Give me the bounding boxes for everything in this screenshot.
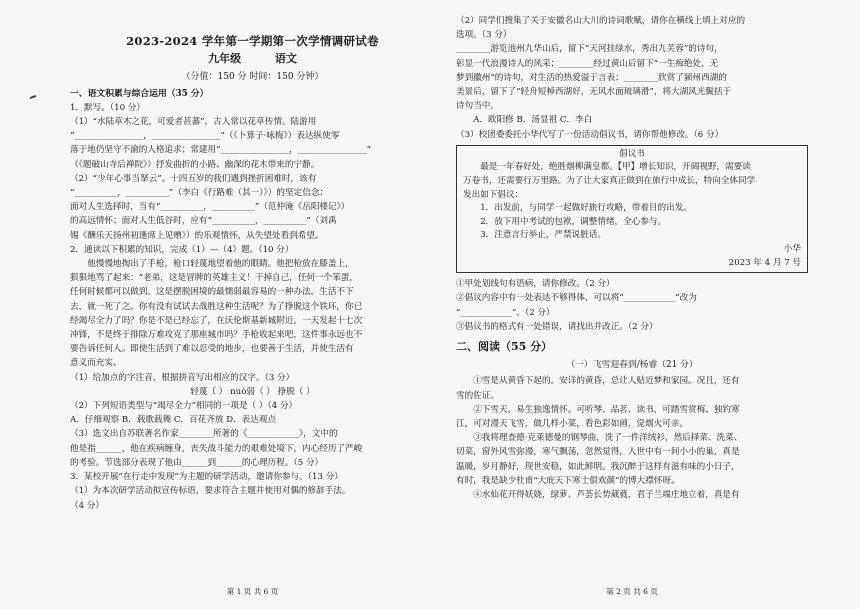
reading-line: ①雪是从黄昏下起的。安详的黄昏，总让人贴近梦和家园。况且，还有 — [473, 376, 740, 387]
text-line: 锡《酬乐天扬州初逢席上见赠》）的乐观情怀，从失望处看到希望。 — [70, 230, 324, 241]
text-line: 落于地仍坚守不渝的人格追求；常建用“________________，________________” — [70, 145, 371, 156]
text-line: （2）“少年心事当拏云”。十四五岁的我们遇到挫折困难时，该有 — [70, 173, 317, 184]
proposal-date: 2023 年 4 月 7 号 — [728, 257, 801, 268]
proposal-line: 3．注意言行举止，严禁说脏话。 — [480, 230, 606, 241]
text-line: ①甲处划线句有语病，请你修改。（2 分） — [456, 279, 615, 290]
reading-line: 雪的佐证。 — [456, 390, 499, 401]
proposal-box — [456, 145, 808, 273]
section-heading-2: 二、阅读（55 分） — [456, 339, 553, 353]
text-line: （《题破山寺后禅院》）抒发曲折的小路、幽深的花木带来的宁静。 — [70, 159, 320, 170]
passage-line: 狠狠地骂了起来：“老弟，这是冒牌的英雄主义！干掉自己，任何一个笨蛋， — [70, 273, 358, 284]
text-line: “________________，________________”（《卜算子·咏梅》）表达纵使零 — [70, 131, 340, 142]
reading-line: 切菜，窗外风雪弥漫，寒气飘荡，忽然觉得，人世中有一间小小的巢，真是 — [456, 447, 740, 458]
text-line: （1）为本次研学活动拟宣传标语，要求符合主题并使用对偶的修辞手法。 — [70, 486, 351, 497]
text-line: （3）校团委委托小华代写了一份活动倡议书，请你帮他修改。（6 分） — [456, 129, 724, 140]
scan-mark — [30, 95, 36, 99]
text-line: ③倡议书的格式有一处错误，请找出并改正。（2 分） — [456, 321, 658, 332]
passage-line: 他慢慢地掏出了手枪，枪口轻蔑地望着他的眼睛。他把枪放在膝盖上， — [87, 259, 354, 270]
text-line: 3．某校开展“在行走中发现”为主题的研学活动，邀请你参与。（13 分） — [70, 472, 343, 483]
proposal-line: 2．放下用中考试的包袱，调整情绪，全心参与。 — [480, 216, 667, 227]
page-footer: 第 1 页 共 6 页 — [226, 586, 279, 596]
text-line: 1．默写。（10 分） — [70, 102, 145, 113]
reading-line: 有时，我是缺少杜甫“大庇天下寒士俱欢颜”的博大襟怀呀。 — [456, 475, 680, 486]
question-block-1 — [70, 101, 435, 513]
text-line: ________游览池州九华山后，留下“天河挂绿水，秀出九芙蓉”的诗句， — [456, 44, 723, 55]
section-heading-1: 一、语文积累与综合运用（35 分） — [70, 88, 209, 99]
text-line: 他是指______，他在疾病缠身，丧失战斗能力的艰难处境下，内心经历了严峻 — [70, 443, 363, 454]
text-line: 诗句当中。 — [456, 101, 499, 112]
page-2 — [456, 0, 808, 609]
reading-line: ②下雪天，易生独逸情怀。可听琴、品茗、读书，可踏雪赏梅、独钓寒 — [473, 404, 740, 415]
text-line: 梦到徽州”的诗句，对生活的热爱溢于言表；________欣赏了颍州西湖的 — [456, 72, 727, 83]
options-line: A．欧阳修 B．汤显祖 C．李白 — [473, 115, 593, 126]
text-line: 的考验。节选部分表现了他由______到______的心理历程。（5 分） — [70, 457, 324, 468]
text-line: 2．通读以下积累的知识，完成（1）—（4）题。（10 分） — [70, 244, 294, 255]
reading-line: 温暖，岁月静好，现世安稳，如此鲜明。我沉醉于这样有滋有味的小日子， — [456, 461, 740, 472]
reading-line: ④水仙花开得妖娆，绿萝、芦荟长势葳蕤，君子兰端庄地立着，真是有 — [473, 490, 740, 501]
text-line: “____________”。（2 分） — [456, 307, 555, 318]
text-line: 轻蔑（ ） nuò弱（ ） 挣脱（ ） — [190, 386, 315, 397]
text-line: 选项。（3 分） — [456, 30, 512, 41]
proposal-line: 最是一年春好处，绝胜烟柳满皇都。【甲】增长知识，开阔视野，需要读 — [480, 162, 751, 173]
text-line: （1）给加点的字注音，根据拼音写出相应的汉字。（3 分） — [70, 372, 295, 383]
reading-line: 江，可对漫天飞雪，做几样小菜，看色彩如画，觉烟火可亲。 — [456, 419, 689, 429]
text-line: （3）选文出自苏联著名作家________所著的《____________》，文中的 — [70, 429, 338, 440]
proposal-title: 倡议书 — [619, 148, 645, 159]
passage-line: 经竭尽全力了吗？你是不是已经忘了，在沃伦斯基新城附近，一天发起十七次 — [70, 315, 363, 326]
exam-subtitle: 九年级 语文 — [208, 52, 297, 66]
passage-line: 任何时候都可以做到。这是摆脱困境的最懦弱最容易的一种办法。生活不下 — [70, 287, 354, 298]
text-line: ②倡议内容中有一处表达不够得体，可以将“____________”改为 — [456, 293, 697, 304]
passage-line: 意义而充实。 — [70, 358, 122, 369]
proposal-line: 1．出发前，与同学一起做好旅行攻略，带着目的出发。 — [480, 203, 692, 214]
proposal-line: 发出如下倡议： — [463, 189, 524, 200]
text-line: 美景后，留下了“轻舟短棹西湖好，无风水面琉璃滑”，将大湖风光鬓括于 — [456, 87, 732, 98]
reading-title: （一）飞雪迎春到/杨睿（21 分） — [566, 360, 698, 371]
text-line: 面对人生选择时，当有“__________，__________”（范仲淹《岳阳楼记》） — [70, 202, 350, 213]
text-line: 彰显一代浪漫诗人的风采；________经过黄山后留下“一生痴绝处，无 — [456, 58, 719, 69]
text-line: A．仔细观察 B．载歌载舞 C．百花齐放 D．表达观点 — [70, 415, 277, 426]
text-line: “__________，__________”（李白《行路难（其一）》）的坚定信念； — [70, 188, 329, 199]
text-line: （2）下列短语类型与“竭尽全力”相同的一项是（ ）（4 分） — [70, 401, 298, 412]
page-gutter — [442, 0, 448, 609]
text-line: （1）“水陆草木之花，可爱者甚蕃”，古人常以花草传情。陆游用 — [70, 117, 317, 128]
text-line: （4 分） — [70, 500, 104, 511]
proposal-line: 万卷书，还需要行万里路。为了让大家真正做到在旅行中成长，特向全体同学 — [463, 176, 756, 187]
text-line: 的高远情怀；面对人生低谷时，应有“__________，__________”（刘禹 — [70, 216, 337, 227]
reading-line: ③我将理查德·克莱德曼的钢琴曲，洗了一件洋绒衫，然后择菜、洗菜、 — [473, 433, 743, 444]
passage-line: 去，就一死了之。你有没有试试去战胜这种生活呢？为了挣脱这个铁环，你已 — [70, 301, 363, 312]
page-footer: 第 2 页 共 6 页 — [606, 586, 658, 596]
text-line: （2）同学们搜集了关于安徽名山大川的诗词歌赋，请你在横线上填上对应的 — [456, 16, 746, 26]
exam-meta: （分值：150 分 时间：150 分钟） — [181, 72, 324, 83]
page-1 — [70, 0, 435, 609]
passage-line: 冲锋，不是终于排除万难攻克了那座城市吗？手枪收起来吧，这件事永远也不 — [70, 330, 363, 341]
proposal-signer: 小华 — [783, 243, 801, 254]
exam-title: 2023-2024 学年第一学期第一次学情调研试卷 — [126, 34, 379, 48]
passage-line: 要告诉任何人。即使生活到了难以忍受的地步，也要善于生活，并使生活有 — [70, 344, 354, 355]
